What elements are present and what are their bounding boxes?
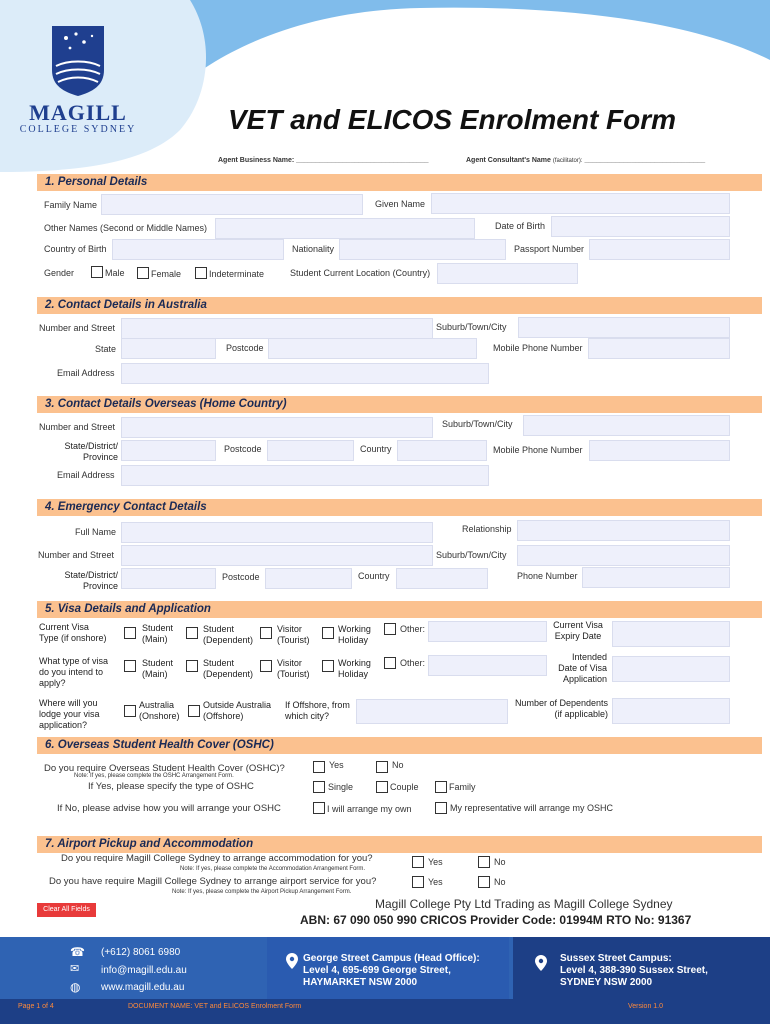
airport-note: Note: If yes, please complete the Airport Pickup Arrangement Form. [172,889,352,895]
section-visa-details [37,601,762,618]
lodge-offshore-label [203,700,271,722]
brand-name: MAGILL [29,100,127,125]
section-contact-overseas [37,396,762,413]
gender-female-label: Female [151,269,182,279]
current-student-main-label-line1: Student [142,623,174,633]
offshore-city-label [285,700,350,722]
em-fullname-label: Full Name [75,527,117,537]
current-location-field[interactable] [437,263,578,284]
au-mobile-label: Mobile Phone Number [493,343,583,353]
intended-student-dependent-checkbox[interactable] [186,660,198,672]
oshc-family-label: Family [449,782,476,792]
gender-male-checkbox[interactable] [91,266,103,278]
section-title: 4. Emergency Contact Details [45,501,207,513]
oshc-family-checkbox[interactable] [435,781,447,793]
intended-visitor-checkbox[interactable] [260,660,272,672]
airport-no-checkbox[interactable] [478,876,490,888]
current-location-label: Student Current Location (Country) [290,268,431,278]
os-country-label: Country [360,444,392,454]
os-suburb-field[interactable] [523,415,730,436]
em-postcode-label: Postcode [222,572,260,582]
campus2-address [560,953,708,989]
gender-label: Gender [44,268,75,278]
country-of-birth-field[interactable] [112,239,284,260]
visa-expiry-label-line2: Expiry Date [554,631,602,641]
em-street-field[interactable] [121,545,433,566]
em-state-label-line2: Province [82,581,118,591]
os-email-field[interactable] [121,465,489,486]
dependents-label [508,698,608,720]
oshc-yes-checkbox[interactable] [313,761,325,773]
section-title: 7. Airport Pickup and Accommodation [45,838,254,850]
current-visa-label-line2: Type (if onshore) [39,633,107,643]
gender-indeterminate-label: Indeterminate [209,269,265,279]
gender-male-label: Male [105,268,125,278]
current-visitor-label-line2: (Tourist) [277,635,310,645]
intended-visa-label-line2: do you intend to [39,667,104,677]
au-state-label: State [95,344,117,354]
accommodation-yes-checkbox[interactable] [412,856,424,868]
agent-business-label: Agent Business Name: __________________________________ [218,157,429,164]
crest-icon [18,22,138,97]
nationality-field[interactable] [339,239,506,260]
em-phone-label: Phone Number [517,571,578,581]
intended-visa-label-line1: What type of visa [39,656,109,666]
campus2-line3: SYDNEY NSW 2000 [560,977,653,988]
current-student-main-label [142,623,173,645]
current-working-holiday-label [338,624,371,646]
lodge-onshore-label [139,700,180,722]
oshc-couple-checkbox[interactable] [376,781,388,793]
contact-website[interactable]: www.magill.edu.au [101,982,185,993]
section-oshc [37,737,762,754]
agent-consultant-line: _______________________________ [584,157,706,164]
em-state-label-line1: State/District/ [64,570,118,580]
oshc-self-label: I will arrange my own [327,804,412,814]
footer-version: Version 1.0 [628,1003,664,1010]
au-suburb-label: Suburb/Town/City [436,322,507,332]
os-state-label-line1: State/District/ [64,441,118,451]
current-student-dependent-label-line2: (Dependent) [203,635,254,645]
intended-student-dependent-label-line2: (Dependent) [203,669,254,679]
current-student-main-checkbox[interactable] [124,627,136,639]
oshc-single-checkbox[interactable] [313,781,325,793]
os-mobile-label: Mobile Phone Number [493,445,583,455]
agent-consultant-name-label: Agent Consultant's Name [466,157,551,164]
oshc-representative-label: My representative will arrange my OSHC [450,803,614,813]
os-email-label: Email Address [57,470,115,480]
accommodation-note: Note: If yes, please complete the Accommodation Arrangement Form. [180,866,366,872]
intended-student-dependent-label [203,658,253,680]
current-student-dependent-label-line1: Student [203,624,235,634]
dependents-label-line2: (if applicable) [554,709,608,719]
globe-icon: ◍ [70,980,81,994]
section-contact-australia [37,297,762,314]
intended-date-label-line1: Intended [571,652,607,662]
page-title: VET and ELICOS Enrolment Form [228,104,677,135]
au-state-field[interactable] [121,338,216,359]
lodge-onshore-label-line1: Australia [139,700,175,710]
intended-other-field[interactable] [428,655,547,676]
airport-no-label: No [494,877,506,887]
current-student-main-label-line2: (Main) [142,634,168,644]
given-name-field[interactable] [431,193,730,214]
logo [18,22,138,135]
section-title: 6. Overseas Student Health Cover (OSHC) [45,739,274,751]
offshore-city-field[interactable] [356,699,508,724]
other-names-label: Other Names (Second or Middle Names) [44,223,208,233]
os-mobile-field[interactable] [589,440,730,461]
lodge-onshore-label-line2: (Onshore) [139,711,180,721]
em-postcode-field[interactable] [265,568,352,589]
campus1-line3: HAYMARKET NSW 2000 [303,977,418,988]
dependents-field[interactable] [612,698,730,724]
accommodation-yes-label: Yes [428,857,443,867]
airport-yes-label: Yes [428,877,443,887]
os-state-label [62,441,118,463]
airport-yes-checkbox[interactable] [412,876,424,888]
visa-expiry-label-line1: Current Visa [553,620,603,630]
current-working-holiday-checkbox[interactable] [322,627,334,639]
contact-email[interactable]: info@magill.edu.au [101,965,187,976]
accommodation-no-label: No [494,857,506,867]
current-student-dependent-label [203,624,253,646]
oshc-no-label: No [392,760,404,770]
au-street-label: Number and Street [39,323,116,333]
gender-indeterminate-checkbox[interactable] [195,267,207,279]
company-name: Magill College Pty Ltd Trading as Magill College Sydney [375,897,673,911]
mail-icon: ✉ [70,963,80,975]
accommodation-no-checkbox[interactable] [478,856,490,868]
lodge-visa-label [39,698,100,731]
os-state-label-line2: Province [82,452,118,462]
oshc-couple-label: Couple [390,782,419,792]
section-title: 2. Contact Details in Australia [45,299,207,311]
oshc-single-label: Single [328,782,354,792]
current-student-dependent-checkbox[interactable] [186,627,198,639]
au-suburb-field[interactable] [518,317,730,338]
oshc-note: Note: If yes, please complete the OSHC Arrangement Form. [74,773,234,779]
intended-other-label: Other: [400,658,426,668]
em-suburb-field[interactable] [517,545,730,566]
dependents-label-line1: Number of Dependents [514,698,608,708]
section-title: 1. Personal Details [45,176,148,188]
current-other-field[interactable] [428,621,547,642]
intended-working-holiday-label-line1: Working [338,658,371,668]
current-visa-label-line1: Current Visa [39,622,89,632]
campus1-line2: Level 4, 695-699 George Street, [303,965,451,976]
oshc-no-checkbox[interactable] [376,761,388,773]
em-phone-field[interactable] [582,567,730,588]
os-postcode-label: Postcode [224,444,262,454]
oshc-question: Do you require Overseas Student Health Cover (OSHC)? [44,763,285,774]
au-email-label: Email Address [57,368,115,378]
intended-other-checkbox[interactable] [384,657,396,669]
current-visa-label [39,622,107,644]
intended-student-main-label-line2: (Main) [142,669,168,679]
campus2-line2: Level 4, 388-390 Sussex Street, [560,965,708,976]
oshc-self-checkbox[interactable] [313,802,325,814]
em-state-field[interactable] [121,568,216,589]
intended-visitor-label [277,658,310,680]
clear-all-fields-button[interactable]: Clear All Fields [37,903,96,917]
intended-student-dependent-label-line1: Student [203,658,235,668]
current-visitor-label [277,624,310,646]
intended-working-holiday-checkbox[interactable] [322,660,334,672]
au-mobile-field[interactable] [588,338,730,359]
lodge-visa-label-line1: Where will you [39,698,98,708]
campus1-address [303,953,480,989]
accommodation-question: Do you require Magill College Sydney to arrange accommodation for you? [61,853,373,864]
os-suburb-label: Suburb/Town/City [442,419,513,429]
current-visitor-checkbox[interactable] [260,627,272,639]
family-name-label: Family Name [44,200,98,210]
intended-visa-label [39,656,108,689]
intended-working-holiday-label [338,658,371,680]
footer-page-number: Page 1 of 4 [18,1003,54,1010]
lodge-visa-label-line2: lodge your visa [39,709,100,719]
current-working-holiday-label-line2: Holiday [338,635,369,645]
brand-subtitle: COLLEGE SYDNEY [19,124,137,135]
passport-number-label: Passport Number [514,244,585,254]
footer-document-name: DOCUMENT NAME: VET and ELICOS Enrolment Form [128,1003,302,1010]
section-emergency-contact [37,499,762,516]
lodge-onshore-checkbox[interactable] [124,705,136,717]
em-fullname-field[interactable] [121,522,433,543]
lodge-offshore-checkbox[interactable] [188,705,200,717]
campus1-line1: George Street Campus (Head Office): [303,953,480,964]
os-state-field[interactable] [121,440,216,461]
gender-female-checkbox[interactable] [137,267,149,279]
oshc-arrange-question: If No, please advise how you will arrange your OSHC [57,803,281,814]
section-title: 5. Visa Details and Application [45,603,211,615]
current-other-checkbox[interactable] [384,623,396,635]
em-country-field[interactable] [396,568,488,589]
phone-icon: ☎ [70,945,85,959]
em-suburb-label: Suburb/Town/City [436,550,507,560]
au-postcode-field[interactable] [268,338,477,359]
au-email-field[interactable] [121,363,489,384]
location-pin-icon [286,953,298,969]
country-of-birth-label: Country of Birth [44,244,107,254]
offshore-city-label-line1: If Offshore, from [285,700,350,710]
section-airport-accommodation [37,836,762,853]
contact-phone: (+612) 8061 6980 [101,947,181,958]
intended-student-main-label-line1: Student [142,658,174,668]
intended-visitor-label-line2: (Tourist) [277,669,310,679]
intended-student-main-checkbox[interactable] [124,660,136,672]
airport-question: Do you have require Magill College Sydney to arrange airport service for you? [49,876,377,887]
date-of-birth-label: Date of Birth [495,221,546,231]
os-street-label: Number and Street [39,422,116,432]
oshc-representative-checkbox[interactable] [435,802,447,814]
lodge-visa-label-line3: application? [39,720,88,730]
date-of-birth-field[interactable] [551,216,730,237]
em-relationship-field[interactable] [517,520,730,541]
section-personal-details [37,174,762,191]
location-pin-icon [535,955,547,971]
os-street-field[interactable] [121,417,433,438]
agent-consultant-label [466,157,705,164]
campus2-line1: Sussex Street Campus: [560,953,672,964]
given-name-label: Given Name [375,199,426,209]
os-postcode-field[interactable] [267,440,354,461]
agent-consultant-note: (facilitator): [552,158,583,164]
company-registration: ABN: 67 090 050 990 CRICOS Provider Code: 01994M RTO No: 91367 [300,913,692,927]
lodge-offshore-label-line2: (Offshore) [203,711,244,721]
visa-expiry-field[interactable] [612,621,730,647]
section-title: 3. Contact Details Overseas (Home Country) [45,398,287,410]
other-names-field[interactable] [215,218,475,239]
oshc-type-question: If Yes, please specify the type of OSHC [88,781,254,792]
intended-date-field[interactable] [612,656,730,682]
em-country-label: Country [358,571,390,581]
oshc-yes-label: Yes [329,760,344,770]
current-visitor-label-line1: Visitor [277,624,302,634]
nationality-label: Nationality [292,244,335,254]
intended-date-label-line3: Application [562,674,607,684]
em-street-label: Number and Street [38,550,115,560]
intended-working-holiday-label-line2: Holiday [338,669,369,679]
current-other-label: Other: [400,624,426,634]
os-country-field[interactable] [397,440,487,461]
em-state-label [62,570,118,592]
current-working-holiday-label-line1: Working [338,624,371,634]
visa-expiry-label [548,620,608,642]
offshore-city-label-line2: which city? [285,711,330,721]
intended-date-label-line2: Date of Visa [558,663,607,673]
au-street-field[interactable] [121,318,433,339]
lodge-offshore-label-line1: Outside Australia [203,700,272,710]
intended-visa-label-line3: apply? [39,678,66,688]
intended-visitor-label-line1: Visitor [277,658,302,668]
au-postcode-label: Postcode [226,343,264,353]
intended-date-label [550,652,607,685]
passport-number-field[interactable] [589,239,730,260]
family-name-field[interactable] [101,194,363,215]
intended-student-main-label [142,658,173,680]
em-relationship-label: Relationship [462,524,512,534]
